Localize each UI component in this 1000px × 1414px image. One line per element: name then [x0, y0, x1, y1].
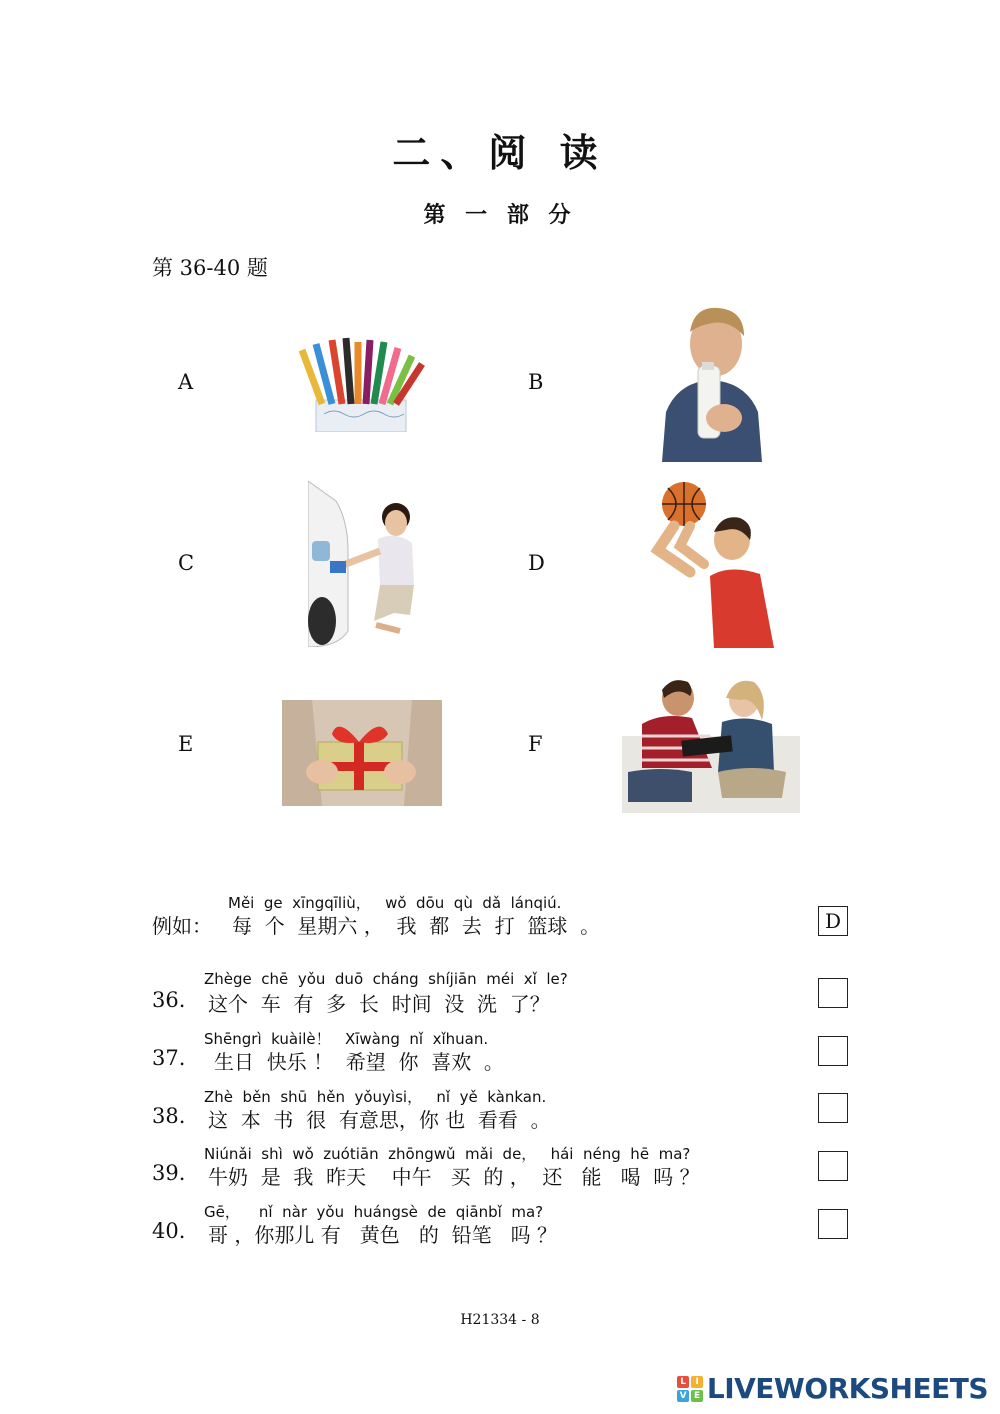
answer-box-39[interactable]: [818, 1151, 848, 1181]
question-pinyin: Niúnǎi shì wǒ zuótiān zhōngwǔ mǎi de， hái néng hē ma?: [204, 1145, 691, 1163]
question-number: 39.: [152, 1161, 186, 1185]
example-answer-box: D: [818, 906, 848, 936]
example-pinyin: Měi ge xīngqīliù， wǒ dōu qù dǎ lánqiú.: [228, 894, 562, 912]
part-title: 第 一 部 分: [423, 202, 577, 228]
option-letter-f: F: [528, 732, 543, 756]
logo-letter: V: [677, 1390, 689, 1402]
picture-woman-washing-car: [308, 481, 418, 647]
question-pinyin: Shēngrì kuàilè！ Xīwàng nǐ xǐhuan.: [204, 1030, 489, 1048]
answer-box-36[interactable]: [818, 978, 848, 1008]
question-pinyin: Zhè běn shū hěn yǒuyìsi， nǐ yě kànkan.: [204, 1088, 547, 1106]
option-letter-d: D: [528, 551, 545, 575]
question-range: 第 36-40 题: [152, 256, 268, 280]
question-hanzi: 生日 快乐 ！ 希望 你 喜欢 。: [214, 1050, 504, 1074]
picture-couple-reading: [622, 676, 800, 813]
question-hanzi: 这 本 书 很 有意思，你 也 看看 。: [208, 1108, 551, 1132]
option-letter-a: A: [178, 370, 194, 394]
question-hanzi: 牛奶 是 我 昨天 中午 买 的 ， 还 能 喝 吗 ？: [208, 1165, 700, 1189]
option-letter-b: B: [528, 370, 544, 394]
question-pinyin: Zhège chē yǒu duō cháng shíjiān méi xǐ le?: [204, 970, 568, 988]
section-title: 二、阅 读: [392, 130, 608, 175]
answer-box-40[interactable]: [818, 1209, 848, 1239]
picture-gift-box: [282, 700, 442, 806]
page-code: H21334 - 8: [460, 1312, 540, 1328]
logo-letter: E: [691, 1390, 703, 1402]
question-number: 37.: [152, 1046, 186, 1070]
liveworksheets-brand[interactable]: [677, 1372, 988, 1405]
question-hanzi: 哥 ，你那儿 有 黄色 的 铅笔 吗 ？: [208, 1223, 558, 1247]
option-letter-e: E: [178, 732, 194, 756]
question-number: 40.: [152, 1219, 186, 1243]
example-label: 例如：: [152, 914, 212, 938]
picture-man-drinking-milk: [658, 302, 764, 462]
answer-box-38[interactable]: [818, 1093, 848, 1123]
question-hanzi: 这个 车 有 多 长 时间 没 洗 了？: [208, 992, 550, 1016]
answer-box-37[interactable]: [818, 1036, 848, 1066]
brand-name: LIVEWORKSHEETS: [706, 1372, 988, 1405]
question-number: 36.: [152, 988, 186, 1012]
liveworksheets-logo-icon: [677, 1376, 703, 1402]
question-pinyin: Gē， nǐ nàr yǒu huángsè de qiānbǐ ma?: [204, 1203, 544, 1221]
question-number: 38.: [152, 1104, 186, 1128]
picture-colored-pencils: [296, 334, 428, 432]
picture-man-shooting-basketball: [650, 480, 774, 648]
example-hanzi: 每 个 星期六 ， 我 都 去 打 篮球 。: [232, 914, 601, 938]
logo-letter: L: [677, 1376, 689, 1388]
option-letter-c: C: [178, 551, 195, 575]
logo-letter: I: [691, 1376, 703, 1388]
